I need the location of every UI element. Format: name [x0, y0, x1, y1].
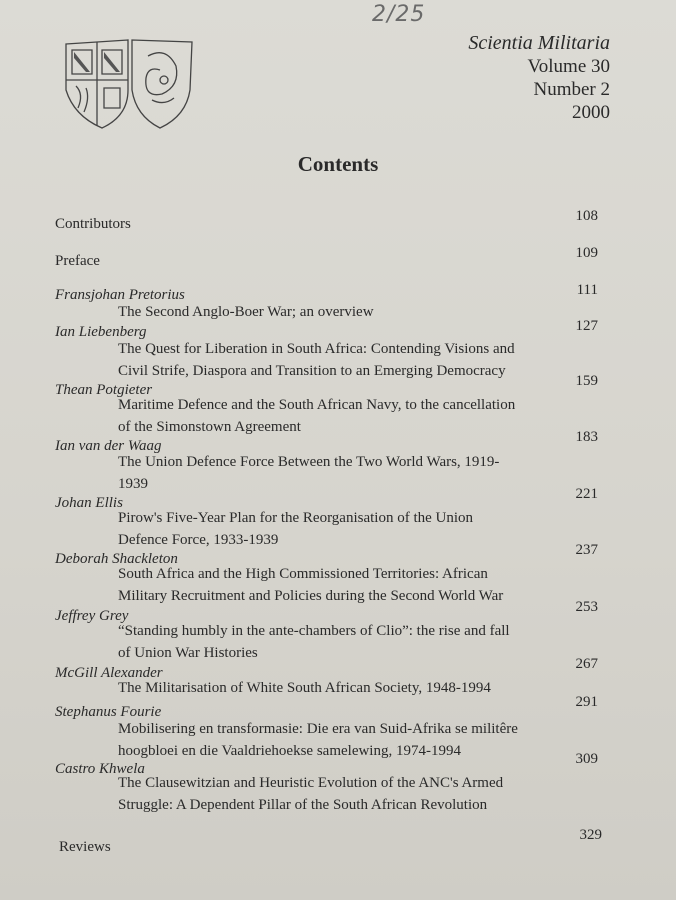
article-title[interactable]	[118, 677, 566, 699]
article-title[interactable]	[118, 338, 566, 382]
title-line: The Union Defence Force Between the Two World Wars, 1919-	[118, 454, 500, 470]
title-line: of the Simonstown Agreement	[118, 419, 301, 435]
page-number: 159	[575, 373, 598, 389]
title-line: The Militarisation of White South African Society, 1948-1994	[118, 680, 491, 696]
article-title[interactable]	[118, 563, 566, 607]
page-number: 111	[576, 282, 598, 298]
article-author: Ian Liebenberg	[55, 324, 147, 340]
page-number: 237	[575, 542, 598, 558]
article-title[interactable]	[118, 451, 566, 495]
page-number: 291	[575, 694, 598, 710]
article-title[interactable]	[118, 507, 566, 551]
article-title[interactable]	[118, 718, 566, 762]
title-line: Pirow's Five-Year Plan for the Reorganisation of the Union	[118, 510, 474, 526]
page-number: 109	[575, 245, 598, 261]
title-line: hoogbloei en die Vaaldriehoekse samelewing, 1974-1994	[118, 743, 461, 759]
volume: Volume 30	[527, 56, 610, 77]
journal-title: Scientia Militaria	[468, 32, 610, 54]
article-title[interactable]	[118, 394, 566, 438]
page-number: 183	[575, 429, 598, 445]
title-line: Civil Strife, Diaspora and Transition to an Emerging Democracy	[118, 363, 506, 379]
article-author: Stephanus Fourie	[55, 704, 162, 720]
title-line: of Union War Histories	[118, 645, 258, 661]
page-number: 309	[575, 751, 598, 767]
title-line: Military Recruitment and Policies during the Second World War	[118, 588, 504, 604]
title-line: “Standing humbly in the ante-chambers of Clio”: the rise and fall	[118, 623, 510, 639]
article-title[interactable]	[118, 301, 566, 323]
article-author: Castro Khwela	[55, 761, 145, 777]
page-number: 329	[579, 827, 602, 843]
article-author: Thean Potgieter	[55, 382, 153, 398]
title-line: 1939	[118, 476, 148, 492]
page-number: 221	[575, 486, 598, 502]
article-author: Fransjohan Pretorius	[55, 287, 185, 303]
article-author: Deborah Shackleton	[55, 551, 178, 567]
title-line: The Quest for Liberation in South Africa: Contending Visions and	[118, 341, 515, 357]
article-title[interactable]	[118, 620, 566, 664]
title-line: The Second Anglo-Boer War; an overview	[118, 304, 374, 320]
page-number: 253	[575, 599, 598, 615]
page-number: 267	[575, 656, 598, 672]
title-line: Mobilisering en transformasie: Die era van Suid-Afrika se militêre	[118, 721, 518, 737]
page-number: 108	[575, 208, 598, 224]
issue-number: Number 2	[533, 79, 610, 100]
contents-heading: Contents	[297, 152, 379, 176]
article-author: McGill Alexander	[55, 665, 163, 681]
article-title[interactable]	[118, 772, 566, 816]
toc-reviews[interactable]: Reviews	[59, 839, 111, 855]
title-line: Defence Force, 1933-1939	[118, 532, 279, 548]
toc-preface[interactable]: Preface	[55, 253, 100, 269]
article-author: Ian van der Waag	[55, 438, 162, 454]
article-author: Johan Ellis	[55, 495, 123, 511]
article-author: Jeffrey Grey	[55, 608, 129, 624]
page-number: 127	[575, 318, 598, 334]
title-line: Maritime Defence and the South African Navy, to the cancellation	[118, 397, 516, 413]
title-line: Struggle: A Dependent Pillar of the South African Revolution	[118, 797, 488, 813]
title-line: The Clausewitzian and Heuristic Evolution of the ANC's Armed	[118, 775, 504, 791]
year: 2000	[572, 102, 610, 123]
handwritten-note: 2/25	[372, 2, 426, 27]
toc-contributors[interactable]: Contributors	[55, 216, 131, 232]
title-line: South Africa and the High Commissioned Territories: African	[118, 566, 488, 582]
